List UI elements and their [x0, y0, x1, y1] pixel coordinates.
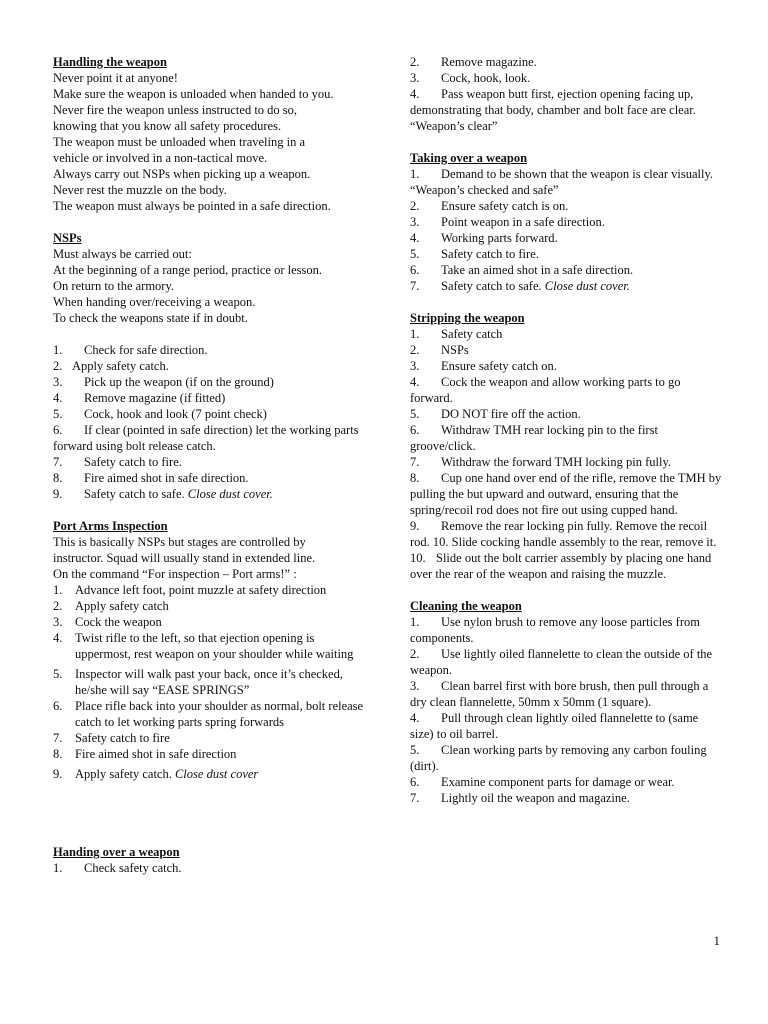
list-text: Place rifle back into your shoulder as normal, bolt release catch to let working parts spring forwards	[75, 699, 364, 729]
list-number: 8.	[53, 747, 63, 761]
list-text-italic: Close dust cover.	[544, 279, 630, 293]
list-item	[410, 326, 722, 342]
section-stripping-the-weapon	[410, 310, 722, 582]
list-text: Cock, hook, look.	[441, 71, 531, 85]
list-text: Apply safety catch.	[75, 767, 172, 781]
list-text: Safety catch to fire.	[441, 247, 539, 261]
text-line: Never rest the muzzle on the body.	[53, 183, 227, 197]
text-line: Make sure the weapon is unloaded when handed to you.	[53, 87, 334, 101]
list-item	[53, 730, 365, 746]
section-handling-the-weapon	[53, 54, 365, 214]
list-text: If clear (pointed in safe direction) let the working parts forward using bolt release catch.	[53, 423, 359, 453]
list-text: Clean barrel first with bore brush, then pull through a dry clean flannelette, 50mm x 50mm (1 square).	[410, 679, 709, 709]
section-port-arms-inspection	[53, 518, 365, 782]
section-heading: Cleaning the weapon	[410, 599, 522, 613]
nsps-steps-list	[53, 342, 365, 502]
list-number: 2.	[410, 55, 420, 69]
section-taking-over-a-weapon	[410, 150, 722, 294]
list-item	[410, 646, 722, 678]
section-heading: Taking over a weapon	[410, 151, 528, 165]
section-handing-over-continued	[410, 54, 722, 134]
section-heading: Handling the weapon	[53, 55, 167, 69]
text-line: On return to the armory.	[53, 279, 175, 293]
list-number: 6.	[410, 263, 420, 277]
list-number: 4.	[53, 631, 63, 645]
text-line: The weapon must be unloaded when traveling in a	[53, 135, 306, 149]
list-text-italic: Close dust cover	[174, 767, 259, 781]
section-heading: Port Arms Inspection	[53, 519, 168, 533]
list-number: 2.	[53, 359, 63, 373]
quote-line: “Weapon’s clear”	[410, 119, 498, 133]
list-number: 6.	[53, 423, 63, 437]
list-number: 3.	[410, 679, 420, 693]
list-number: 3.	[410, 359, 420, 373]
list-text: Check for safe direction.	[84, 343, 208, 357]
list-item	[53, 746, 365, 762]
text-line: Never point it at anyone!	[53, 71, 178, 85]
list-text: Pick up the weapon (if on the ground)	[84, 375, 274, 389]
text-line: Must always be carried out:	[53, 247, 192, 261]
list-text: Use lightly oiled flannelette to clean the outside of the weapon.	[410, 647, 713, 677]
list-number: 3.	[53, 375, 63, 389]
list-text: Remove the rear locking pin fully. Remove the recoil rod. 10. Slide cocking handle assembly to the rear, remove it.	[410, 519, 717, 549]
list-number: 7.	[410, 455, 420, 469]
left-column	[53, 54, 365, 892]
list-text: Apply safety catch	[75, 599, 169, 613]
list-item	[410, 790, 722, 806]
list-item	[410, 230, 722, 246]
list-item	[53, 582, 365, 598]
list-item	[53, 406, 365, 422]
list-item	[410, 454, 722, 470]
list-item	[53, 470, 365, 486]
list-number: 1.	[53, 343, 63, 357]
list-number: 1.	[53, 861, 63, 875]
right-column	[410, 54, 722, 822]
list-item	[53, 614, 365, 630]
list-item	[410, 278, 722, 294]
text-line: On the command “For inspection – Port arms!” :	[53, 567, 297, 581]
list-item	[53, 358, 365, 374]
list-item	[53, 486, 365, 502]
list-item	[410, 358, 722, 374]
list-text: Safety catch to safe.	[441, 279, 542, 293]
list-text-italic: Close dust cover.	[187, 487, 273, 501]
list-number: 1.	[410, 167, 420, 181]
list-item	[53, 422, 365, 454]
list-number: 2.	[53, 599, 63, 613]
section-heading: NSPs	[53, 231, 82, 245]
list-item	[410, 214, 722, 230]
text-line: This is basically NSPs but stages are controlled by	[53, 535, 306, 549]
section-handing-over-a-weapon	[53, 844, 365, 876]
list-number: 3.	[53, 615, 63, 629]
text-line: The weapon must always be pointed in a safe direction.	[53, 199, 331, 213]
list-item	[410, 70, 722, 86]
list-item	[53, 766, 365, 782]
list-number: 4.	[53, 391, 63, 405]
list-text: Cock, hook and look (7 point check)	[84, 407, 267, 421]
list-item	[410, 246, 722, 262]
section-nsps	[53, 230, 365, 326]
list-text: DO NOT fire off the action.	[441, 407, 581, 421]
list-number: 5.	[410, 743, 420, 757]
list-number: 6.	[53, 699, 63, 713]
list-item	[53, 698, 365, 730]
text-line: At the beginning of a range period, practice or lesson.	[53, 263, 323, 277]
list-text: Withdraw the forward TMH locking pin fully.	[441, 455, 672, 469]
text-line: vehicle or involved in a non-tactical move.	[53, 151, 268, 165]
quote-line: “Weapon’s checked and safe”	[410, 183, 559, 197]
list-text: Withdraw TMH rear locking pin to the first groove/click.	[410, 423, 658, 453]
list-number: 5.	[53, 667, 63, 681]
list-item	[410, 342, 722, 358]
list-number: 7.	[53, 731, 63, 745]
list-text: Advance left foot, point muzzle at safety direction	[75, 583, 327, 597]
list-text: Clean working parts by removing any carbon fouling (dirt).	[410, 743, 707, 773]
list-item	[410, 774, 722, 790]
text-line: instructor. Squad will usually stand in extended line.	[53, 551, 316, 565]
list-item	[53, 374, 365, 390]
list-item	[410, 710, 722, 742]
list-item	[410, 678, 722, 710]
list-number: 2.	[410, 647, 420, 661]
list-number: 7.	[410, 279, 420, 293]
list-number: 6.	[410, 775, 420, 789]
list-text: Safety catch to fire.	[84, 455, 182, 469]
list-text: Cock the weapon and allow working parts to go forward.	[410, 375, 681, 405]
list-item	[53, 598, 365, 614]
list-text: Safety catch to safe.	[84, 487, 185, 501]
list-number: 6.	[410, 423, 420, 437]
list-item	[410, 54, 722, 70]
list-number: 7.	[53, 455, 63, 469]
list-text: Fire aimed shot in safe direction.	[84, 471, 249, 485]
list-text: Cock the weapon	[75, 615, 162, 629]
list-text: Use nylon brush to remove any loose particles from components.	[410, 615, 700, 645]
list-number: 5.	[53, 407, 63, 421]
list-number: 5.	[410, 247, 420, 261]
list-item	[53, 666, 365, 698]
list-text: Safety catch	[441, 327, 503, 341]
list-text: Examine component parts for damage or wear.	[441, 775, 675, 789]
list-number: 1.	[53, 583, 63, 597]
list-item	[410, 198, 722, 214]
list-number: 3.	[410, 215, 420, 229]
list-text: Twist rifle to the left, so that ejection opening is uppermost, rest weapon on your shoulder while waiting	[75, 631, 354, 661]
list-number: 7.	[410, 791, 420, 805]
list-text: Apply safety catch.	[72, 359, 169, 373]
list-item	[53, 454, 365, 470]
list-number: 1.	[410, 327, 420, 341]
list-number: 9.	[53, 487, 63, 501]
list-item	[410, 518, 722, 550]
list-item	[410, 742, 722, 774]
list-item	[410, 86, 722, 118]
list-item	[53, 860, 365, 876]
section-cleaning-the-weapon	[410, 598, 722, 806]
list-text: Safety catch to fire	[75, 731, 170, 745]
list-text: Check safety catch.	[84, 861, 182, 875]
text-line: When handing over/receiving a weapon.	[53, 295, 256, 309]
list-item	[410, 614, 722, 646]
section-heading: Stripping the weapon	[410, 311, 525, 325]
list-number: 4.	[410, 231, 420, 245]
list-text: Remove magazine.	[441, 55, 537, 69]
list-number: 8.	[410, 471, 420, 485]
list-text: Point weapon in a safe direction.	[441, 215, 605, 229]
list-number: 9.	[410, 519, 420, 533]
list-number: 10.	[410, 551, 426, 565]
list-number: 1.	[410, 615, 420, 629]
page-number: 1	[713, 933, 720, 948]
list-number: 4.	[410, 375, 420, 389]
section-heading: Handing over a weapon	[53, 845, 180, 859]
list-number: 4.	[410, 87, 420, 101]
list-item	[53, 342, 365, 358]
list-text: Demand to be shown that the weapon is clear visually.	[441, 167, 714, 181]
list-text: Pull through clean lightly oiled flannelette to (same size) to oil barrel.	[410, 711, 699, 741]
list-item	[410, 406, 722, 422]
list-text: Cup one hand over end of the rifle, remove the TMH by pulling the but upward and outward, ensuring that the spring/recoil rod does not fire out using cupped hand.	[410, 471, 722, 517]
list-number: 5.	[410, 407, 420, 421]
list-text: Inspector will walk past your back, once it’s checked, he/she will say “EASE SPRINGS”	[75, 667, 343, 697]
list-number: 8.	[53, 471, 63, 485]
spacer	[53, 798, 365, 844]
list-item	[410, 470, 722, 518]
list-item	[53, 390, 365, 406]
list-item	[410, 262, 722, 278]
list-text: Ensure safety catch on.	[441, 359, 557, 373]
list-text: Working parts forward.	[441, 231, 558, 245]
list-item	[410, 422, 722, 454]
list-item	[410, 166, 722, 182]
list-text: Fire aimed shot in safe direction	[75, 747, 237, 761]
list-number: 2.	[410, 343, 420, 357]
text-line: To check the weapons state if in doubt.	[53, 311, 248, 325]
list-item	[53, 630, 365, 662]
list-text: Ensure safety catch is on.	[441, 199, 569, 213]
text-line: Always carry out NSPs when picking up a weapon.	[53, 167, 311, 181]
text-line: Never fire the weapon unless instructed to do so,	[53, 103, 298, 117]
list-text: NSPs	[441, 343, 469, 357]
list-text: Lightly oil the weapon and magazine.	[441, 791, 630, 805]
list-number: 3.	[410, 71, 420, 85]
list-number: 2.	[410, 199, 420, 213]
list-item	[410, 550, 722, 582]
list-number: 9.	[53, 767, 63, 781]
list-number: 4.	[410, 711, 420, 725]
list-text: Slide out the bolt carrier assembly by placing one hand over the rear of the weapon and raising the muzzle.	[410, 551, 712, 581]
list-text: Remove magazine (if fitted)	[84, 391, 226, 405]
list-text: Pass weapon butt first, ejection opening facing up, demonstrating that body, chamber and bolt face are clear.	[410, 87, 696, 117]
list-item	[410, 374, 722, 406]
list-text: Take an aimed shot in a safe direction.	[441, 263, 634, 277]
text-line: knowing that you know all safety procedures.	[53, 119, 282, 133]
